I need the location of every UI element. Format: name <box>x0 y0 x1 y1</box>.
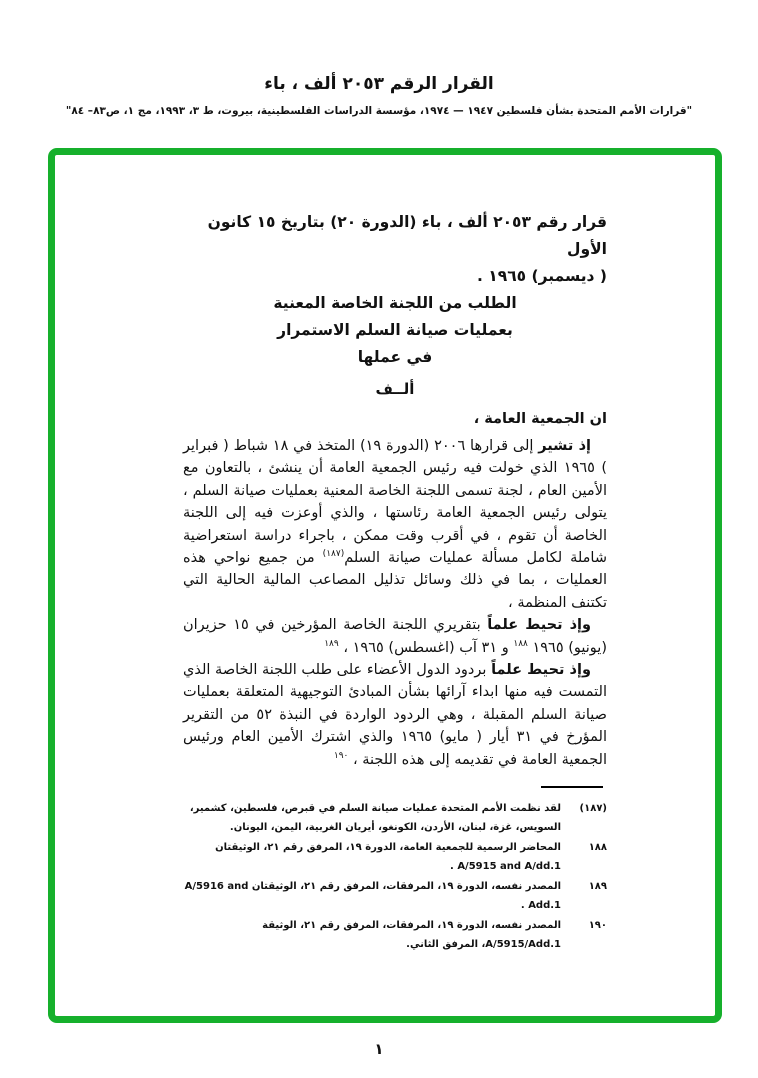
footnote-189 <box>183 877 607 915</box>
resolution-title-line: في عملها <box>357 348 433 366</box>
resolution-title-line: بعمليات صيانة السلم الاستمرار <box>277 321 513 339</box>
footnote-text: لقد نظمت الأمم المتحدة عمليات صيانة السلم في قبرص، فلسطين، كشمير، السويس، غزة، لبنان، الأردن، الكونغو، أيريان الغربية، اليمن، اليونان. <box>189 803 561 834</box>
paragraph-takes-note-reports <box>183 614 607 659</box>
resolution-title-line: قرار رقم ٢٠٥٣ ألف ، باء (الدورة ٢٠) بتاريخ ١٥ كانون الأول <box>207 213 607 258</box>
preamble-line: ان الجمعية العامة ، <box>473 411 607 427</box>
paragraph-lead: إذ تشير <box>538 438 592 454</box>
footnotes-block <box>183 799 607 954</box>
paragraph-text: و ٣١ آب (اغسطس) ١٩٦٥ ، <box>338 639 514 656</box>
source-citation: "قرارات الأمم المتحدة بشأن فلسطين ١٩٤٧ — ١٩٧٤، مؤسسة الدراسات الفلسطينية، بيروت، ط ٣، ١٩٩٣، مج ١، ص٨٣– ٨٤" <box>65 105 693 117</box>
footnote-separator-rule <box>541 786 603 788</box>
footnote-ref-189: ١٨٩ <box>324 638 339 649</box>
footnote-ref-190: ١٩٠ <box>333 750 349 761</box>
paragraph-lead: وإذ تحيط علماً <box>491 662 591 679</box>
footnote-number: ١٨٨ <box>588 842 607 854</box>
footnote-number: ١٩٠ <box>588 920 607 932</box>
paragraph-text: من جميع نواحي هذه العمليات ، بما في ذلك وسائل تذليل المصاعب المالية الحالية التي تكتنف المنظمة ، <box>183 550 607 611</box>
paragraph-recalls <box>183 435 607 614</box>
resolution-title-line: الطلب من اللجنة الخاصة المعنية <box>273 294 517 312</box>
footnote-187 <box>183 799 607 837</box>
footnote-188 <box>183 838 607 876</box>
paragraph-takes-note-replies <box>183 659 607 771</box>
section-heading-alef: ألــف <box>375 380 415 398</box>
paragraph-text: بتقريري اللجنة الخاصة المؤرخين في ١٥ حزيران (يونيو) ١٩٦٥ <box>183 617 607 656</box>
document-header <box>0 74 758 117</box>
footnote-ref-188: ١٨٨ <box>513 638 528 649</box>
resolution-body <box>55 155 715 1016</box>
footnote-ref-187: (١٨٧) <box>322 549 345 560</box>
paragraph-lead: وإذ تحيط علماً <box>487 617 591 634</box>
footnote-text: المحاضر الرسمية للجمعية العامة، الدورة ١٩، المرفق رقم ٢١، الوثيقتان A/5915 and A/dd.1 . <box>215 842 561 873</box>
page-number: ١ <box>374 1040 384 1058</box>
footnote-text: المصدر نفسه، الدورة ١٩، المرفقات، المرفق رقم ٢١، الوثيقة A/5915/Add.1، المرفق الثاني. <box>262 920 561 951</box>
footnote-190 <box>183 916 607 954</box>
page-title: القرار الرقم ٢٠٥٣ ألف ، باء <box>264 74 494 94</box>
scan-highlight-frame <box>48 148 722 1023</box>
footnote-text: المصدر نفسه، الدورة ١٩، المرفقات، المرفق رقم ٢١، الوثيقتان A/5916 and Add.1 . <box>184 881 561 912</box>
footnote-number: (١٨٧) <box>579 803 607 815</box>
resolution-title-block <box>183 209 607 371</box>
paragraph-text: بردود الدول الأعضاء على طلب اللجنة الخاصة الذي التمست فيه منها ابداء آرائها بشأن المبادئ التوجيهية المتعلقة بعمليات صيانة السلم المقبلة ، وهي الردود الواردة في النبذة ٥٢ من التقرير المؤرخ في ٣١ أيار ( مايو) ١٩٦٥ والذي اشترك الأمين العام ورئيس الجمعية العامة في تقديمه إلى هذه اللجنة ، <box>183 662 607 768</box>
paragraph-text: إلى قرارها ٢٠٠٦ (الدورة ١٩) المتخذ في ١٨ شباط ( فبراير ) ١٩٦٥ الذي خولت فيه رئيس الجمعية العامة أن ينشئ ، بالتعاون مع الأمين العام ، لجنة تسمى اللجنة الخاصة المعنية بعمليات صيانة السلم ، يتولى رئيس الجمعية العامة رئاستها ، والذي أوعزت فيه إلى اللجنة الخاصة أن تقوم ، في أقرب وقت ممكن ، باجراء دراسة استعراضية شاملة لكامل مسألة عمليات صيانة السلم <box>183 438 608 567</box>
footnote-number: ١٨٩ <box>588 881 607 893</box>
resolution-title-line: ( ديسمبر) ١٩٦٥ . <box>476 267 607 285</box>
